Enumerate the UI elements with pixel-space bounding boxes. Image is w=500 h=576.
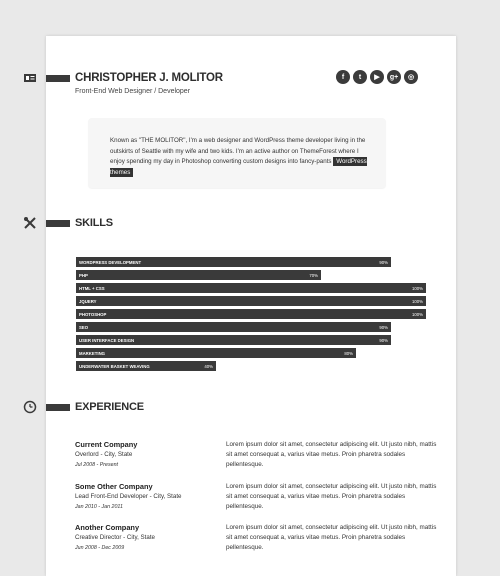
id-card-icon: [23, 71, 37, 85]
experience-heading: EXPERIENCE: [75, 401, 144, 413]
clock-icon: [23, 400, 37, 414]
dribbble-icon[interactable]: ◎: [404, 70, 418, 84]
skill-percent: 100%: [412, 311, 423, 317]
skill-percent: 100%: [412, 285, 423, 291]
skill-label: USER INTERFACE DESIGN: [79, 337, 135, 343]
job-role: Creative Director - City, State: [75, 534, 155, 541]
skill-percent: 100%: [412, 298, 423, 304]
skill-percent: 90%: [379, 337, 388, 343]
skill-label: SEO: [79, 324, 89, 330]
job-description: Lorem ipsum dolor sit amet, consectetur adipiscing elit. Ut justo nibh, mattis sit amet consequat a, varius vitae metus. Proin pharetra sodales pellentesque.: [226, 483, 437, 510]
skill-bar: [76, 335, 391, 345]
skill-label: WORDPRESS DEVELOPMENT: [79, 259, 142, 265]
skill-bar: [76, 322, 391, 332]
job-dates: Jun 2008 - Dec 2009: [75, 545, 125, 551]
skills-heading: SKILLS: [75, 217, 113, 229]
skill-percent: 90%: [379, 324, 388, 330]
job-company: Some Other Company: [75, 482, 153, 491]
skill-percent: 40%: [204, 363, 213, 369]
skill-label: MARKETING: [79, 350, 106, 356]
header-bar: [46, 75, 70, 82]
job-role: Overlord - City, State: [75, 451, 133, 458]
youtube-icon[interactable]: ▶: [370, 70, 384, 84]
skill-percent: 70%: [309, 272, 318, 278]
skill-bar: [76, 257, 391, 267]
skill-label: PHP: [79, 272, 88, 278]
job-description: Lorem ipsum dolor sit amet, consectetur adipiscing elit. Ut justo nibh, mattis sit amet consequat a, varius vitae metus. Proin pharetra sodales pellentesque.: [226, 524, 437, 551]
job-company: Another Company: [75, 523, 140, 532]
facebook-icon[interactable]: f: [336, 70, 350, 84]
skill-bar: [76, 309, 426, 319]
skill-label: PHOTOSHOP: [79, 311, 107, 317]
job-description: Lorem ipsum dolor sit amet, consectetur adipiscing elit. Ut justo nibh, mattis sit amet consequat a, varius vitae metus. Proin pharetra sodales pellentesque.: [226, 441, 437, 468]
skill-percent: 80%: [344, 350, 353, 356]
skill-label: HTML + CSS: [79, 285, 105, 291]
twitter-icon[interactable]: t: [353, 70, 367, 84]
skill-percent: 90%: [379, 259, 388, 265]
skill-label: UNDERWATER BASKET WEAVING: [79, 363, 150, 369]
tools-icon: [23, 216, 37, 230]
about-text: [110, 136, 374, 178]
skills-bar: [46, 220, 70, 227]
job-role: Lead Front-End Developer - City, State: [75, 493, 182, 500]
social-links: [336, 70, 418, 84]
job-dates: Jul 2008 - Present: [75, 462, 118, 468]
page-subtitle: Front-End Web Designer / Developer: [75, 88, 191, 95]
skill-bar: [76, 283, 426, 293]
about-body: Known as "THE MOLITOR", I'm a web designer and WordPress theme developer living in the outskirts of Seattle with my wife and two kids. I'm an active author on ThemeForest where I enjoy spending my day in Photoshop converting custom designs into fancy-pants: [110, 137, 366, 165]
google-plus-icon[interactable]: g+: [387, 70, 401, 84]
skill-bar: [76, 296, 426, 306]
page-title: CHRISTOPHER J. MOLITOR: [75, 72, 223, 84]
skill-bar: [76, 270, 321, 280]
skill-label: JQUERY: [79, 298, 97, 304]
skill-bar: [76, 361, 216, 371]
experience-bar: [46, 404, 70, 411]
about-box: [88, 118, 386, 188]
wordpress-themes-link[interactable]: WordPress themes: [110, 158, 367, 176]
job-dates: Jan 2010 - Jan 2011: [75, 504, 123, 510]
skill-bar: [76, 348, 356, 358]
job-company: Current Company: [75, 440, 138, 449]
